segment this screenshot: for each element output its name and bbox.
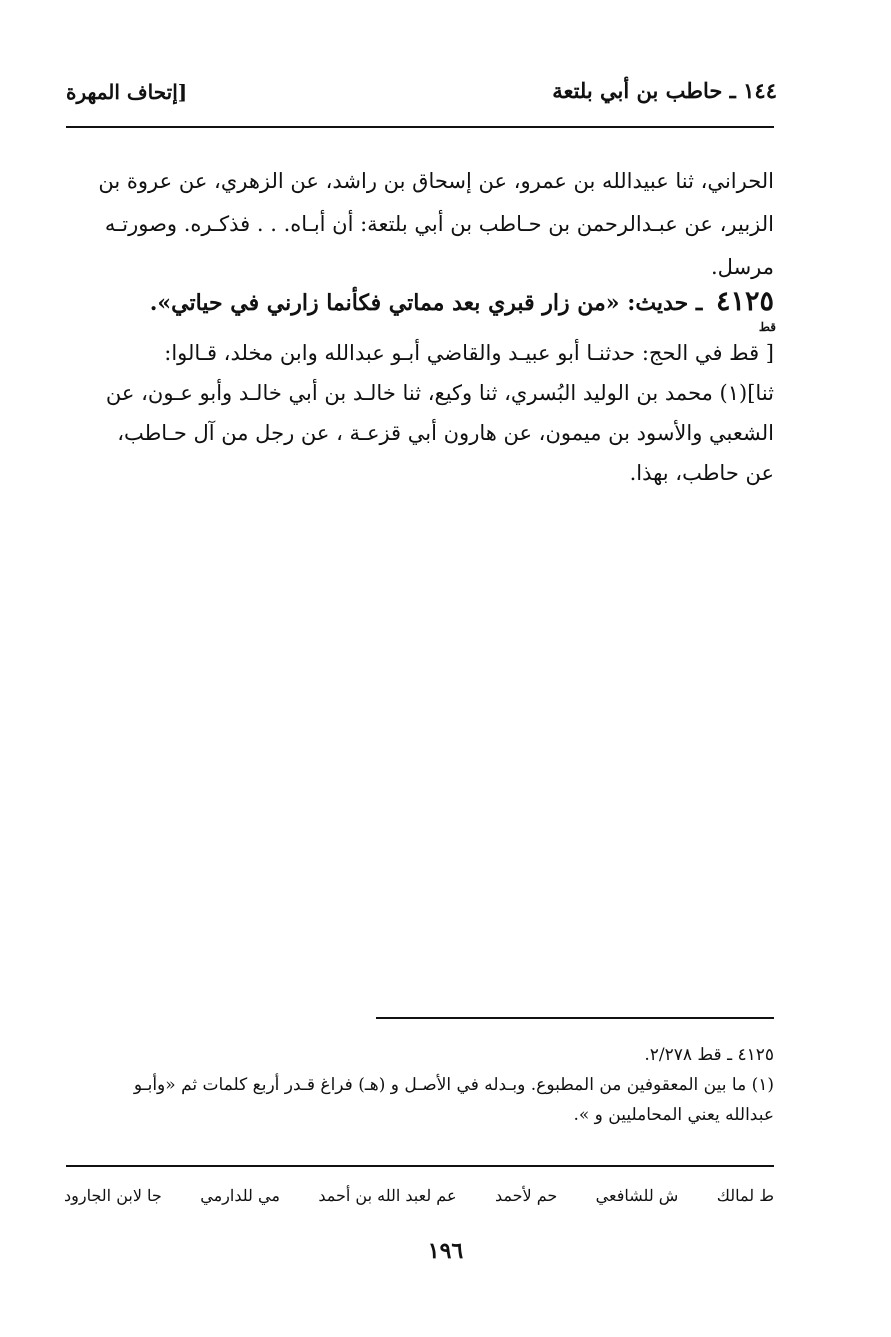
abbreviations-key — [64, 1186, 774, 1205]
text-line: الزبير، عن عبـدالرحمن بن حـاطب بن أبي بلتعة: أن أبـاه. . . فذكـره. وصورتـه — [104, 212, 774, 236]
abbreviation-item: عم لعبد الله بن أحمد — [318, 1186, 457, 1205]
abbreviation-item: جا لابن الجارود — [64, 1186, 162, 1205]
page-number: ١٩٦ — [427, 1238, 464, 1264]
text-line: الشعبي والأسود بن ميمون، عن هارون أبي قزعـة ، عن رجل من آل حـاطب، — [117, 421, 774, 445]
hadith-number: ٤١٢٥ — [715, 286, 774, 317]
abbreviation-item: مي للدارمي — [200, 1186, 280, 1205]
isnad-text — [72, 333, 774, 493]
footnote-line: (١) ما بين المعقوفين من المطبوع. وبـدله في الأصـل و (هـ) فراغ قـدر أربع كلمات ثم «وأبـو — [133, 1075, 774, 1095]
source-siglum: قط — [758, 320, 776, 334]
header-rule — [66, 126, 774, 128]
footnote-rule — [376, 1017, 774, 1019]
continued-text — [72, 160, 774, 289]
hadith-heading — [72, 282, 774, 323]
abbreviation-item: حم لأحمد — [494, 1186, 558, 1205]
hadith-text: ـ حديث: «من زار قبري بعد مماتي فكأنما زارني في حياتي». — [149, 290, 703, 316]
text-line: مرسل. — [710, 255, 774, 279]
abbreviation-item: ش للشافعي — [595, 1186, 679, 1205]
footnote-reference: ٤١٢٥ ـ قط ٢/٢٧٨. — [644, 1045, 774, 1065]
text-line: عن حاطب، بهذا. — [629, 461, 774, 485]
footnote-line: عبدالله يعني المحامليين و ». — [573, 1105, 774, 1125]
running-header-chapter: ١٤٤ ـ حاطب بن أبي بلتعة — [552, 78, 777, 103]
footnotes — [69, 1040, 774, 1130]
running-header-book: [إتحاف المهرة — [66, 80, 188, 104]
text-line: [ قط في الحج: حدثنـا أبو عبيـد والقاضي أبـو عبدالله وابن مخلد، قـالوا: — [164, 341, 774, 365]
abbreviation-item: ط لمالك — [716, 1186, 774, 1205]
text-line: الحراني، ثنا عبيدالله بن عمرو، عن إسحاق بن راشد، عن الزهري، عن عروة بن — [98, 169, 774, 193]
text-line: ثنا](١) محمد بن الوليد البُسري، ثنا وكيع، ثنا خالـد بن أبي خالـد وأبو عـون، عن — [105, 381, 774, 405]
abbreviations-rule — [66, 1165, 774, 1167]
